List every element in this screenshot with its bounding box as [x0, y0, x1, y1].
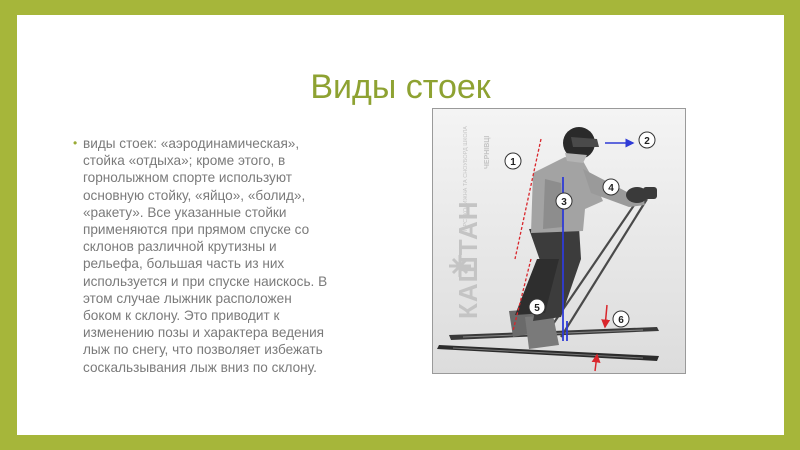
text-line: виды стоек: «аэродинамическая»,: [83, 136, 300, 151]
marker-2: [639, 132, 655, 148]
slide: [17, 15, 784, 435]
svg-text:4: 4: [608, 183, 614, 194]
marker-5: [529, 299, 545, 315]
text-line: рельефа, большая часть из них: [83, 256, 285, 272]
text-line: основную стойку, «яйцо», «болид»,: [83, 187, 306, 203]
text-line: лыж по снегу, что позволяет избежать: [83, 342, 323, 358]
text-line: боком к склону. Это приводит к: [83, 308, 280, 324]
skier-illustration: [433, 109, 686, 374]
bullet-text: [73, 135, 393, 376]
marker-6: [613, 311, 629, 327]
svg-text:2: 2: [644, 136, 650, 147]
watermark-sub: ГІРСЬКОЛИЖНА ТА СНОУБОРД ШКОЛА: [463, 126, 469, 231]
marker-4: [603, 179, 619, 195]
text-line: применяются при прямом спуске со: [83, 222, 310, 238]
marker-1: [505, 153, 521, 169]
watermark-main: КАШТАН: [453, 200, 483, 319]
text-line: горнолыжном спорте используют: [83, 170, 292, 186]
text-line: этом случае лыжник расположен: [83, 290, 292, 306]
text-line: «ракету». Все указанные стойки: [83, 204, 287, 220]
svg-text:5: 5: [534, 303, 540, 314]
text-line: склонов различной крутизны и: [83, 239, 277, 255]
slide-title: Виды стоек: [310, 68, 491, 106]
text-line: изменению позы и характера ведения: [83, 325, 325, 341]
svg-text:1: 1: [510, 157, 516, 168]
text-line: используется и при спуске наискось. В: [83, 273, 328, 289]
text-line: соскальзывания лыж вниз по склону.: [83, 359, 317, 375]
skier-stance-figure: [432, 108, 686, 374]
svg-text:6: 6: [618, 315, 624, 326]
watermark-city: ЧЕРНІВЦІ: [484, 135, 491, 169]
marker-3: [556, 193, 572, 209]
text-line: стойка «отдыха»; кроме этого, в: [83, 153, 286, 169]
bullet-dot-icon: •: [73, 136, 78, 150]
svg-text:3: 3: [561, 197, 567, 208]
